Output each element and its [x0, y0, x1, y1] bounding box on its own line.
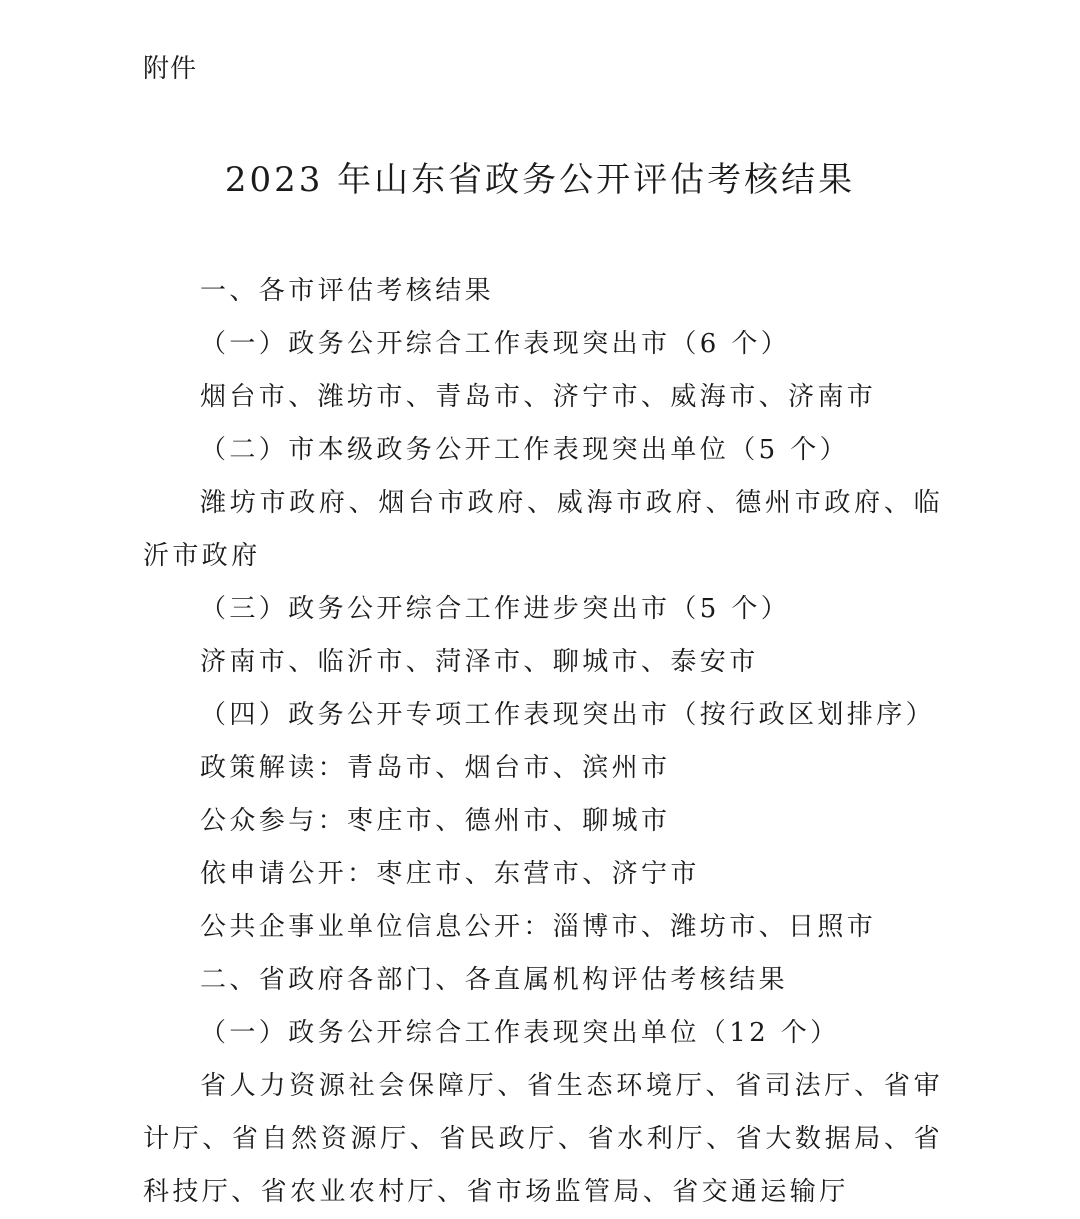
paragraph: 省人力资源社会保障厅、省生态环境厅、省司法厅、省审计厅、省自然资源厅、省民政厅、省水利厅、省大数据局、省科技厅、省农业农村厅、省市场监管局、省交通运输厅 [143, 1071, 943, 1207]
section-heading-departments: 二、省政府各部门、各直属机构评估考核结果 [200, 965, 789, 995]
subsection-heading: （一）政务公开综合工作表现突出单位（12 个） [200, 1018, 840, 1048]
subsection-heading: （四）政务公开专项工作表现突出市（按行政区划排序） [200, 700, 936, 730]
document-body [143, 265, 943, 1219]
attachment-label: 附件 [143, 54, 198, 84]
paragraph: 烟台市、潍坊市、青岛市、济宁市、威海市、济南市 [200, 382, 877, 412]
subsection-heading: （二）市本级政务公开工作表现突出单位（5 个） [200, 435, 850, 465]
paragraph: 公众参与：枣庄市、德州市、聊城市 [200, 806, 671, 836]
page-title: 2023 年山东省政务公开评估考核结果 [224, 160, 856, 200]
paragraph: 依申请公开：枣庄市、东营市、济宁市 [200, 859, 700, 889]
paragraph: 济南市、临沂市、菏泽市、聊城市、泰安市 [200, 647, 759, 677]
paragraph: 公共企事业单位信息公开：淄博市、潍坊市、日照市 [200, 912, 877, 942]
section-heading-cities: 一、各市评估考核结果 [200, 276, 495, 306]
paragraph: 潍坊市政府、烟台市政府、威海市政府、德州市政府、临沂市政府 [143, 488, 943, 571]
subsection-heading: （三）政务公开综合工作进步突出市（5 个） [200, 594, 791, 624]
subsection-heading: （一）政务公开综合工作表现突出市（6 个） [200, 329, 791, 359]
paragraph: 政策解读：青岛市、烟台市、滨州市 [200, 753, 671, 783]
